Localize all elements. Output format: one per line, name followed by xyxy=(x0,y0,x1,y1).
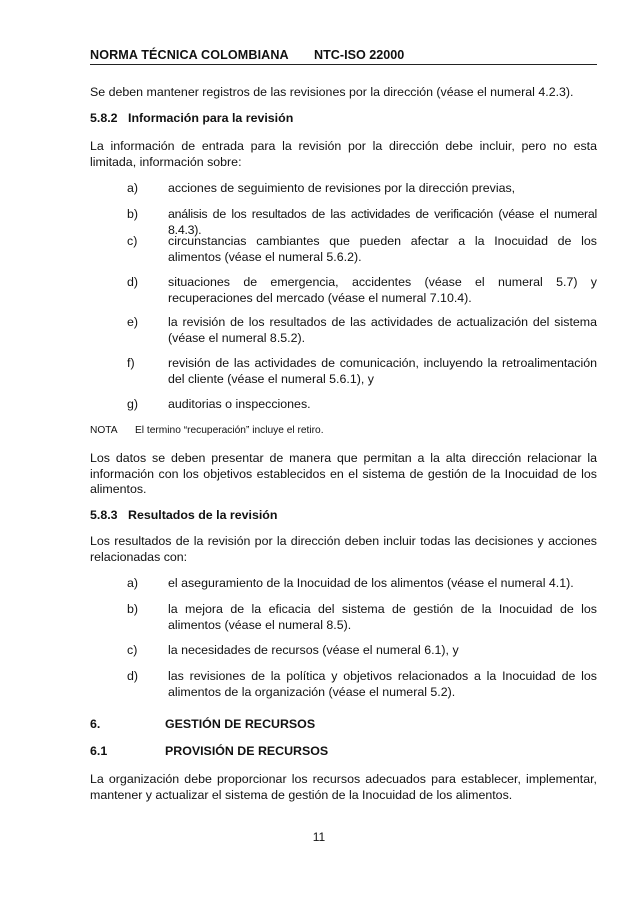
list-item xyxy=(127,669,597,700)
list-item-letter: c) xyxy=(127,234,138,248)
list-item-letter: a) xyxy=(127,576,139,590)
note xyxy=(90,425,324,436)
page-number: 11 xyxy=(312,830,326,844)
note-text: El termino “recuperación” incluye el retiro. xyxy=(135,425,324,436)
paragraph-5-8-3-body: Los resultados de la revisión por la dirección deben incluir todas las decisiones y acciones relacionadas con: xyxy=(90,534,597,564)
list-item xyxy=(127,576,597,592)
list-item-text: auditorias o inspecciones. xyxy=(168,397,311,411)
list-item-letter: b) xyxy=(127,602,139,616)
paragraph-6-1-body: La organización debe proporcionar los recursos adecuados para establecer, implementar, mantener y actualizar el sistema de gestión de la Inocuidad de los alimentos. xyxy=(90,772,597,802)
paragraph-5-8-2-closing: Los datos se deben presentar de manera que permitan a la alta dirección relacionar la información con los objetivos establecidos en el sistema de gestión de la Inocuidad de los alimentos. xyxy=(90,451,597,496)
list-item xyxy=(127,275,597,306)
heading-title: Resultados de la revisión xyxy=(128,508,278,522)
heading-number: 5.8.2 xyxy=(90,111,118,125)
heading-number: 6. xyxy=(90,717,101,731)
list-item-text: circunstancias cambiantes que pueden afectar a la Inocuidad de los alimentos (véase el numeral 5.6.2). xyxy=(168,234,597,264)
list-item xyxy=(127,602,597,633)
list-item-text: análisis de los resultados de las actividades de verificación (véase el numeral 8.4.3). xyxy=(168,207,597,237)
heading-5-8-2 xyxy=(90,111,293,125)
list-item-letter: d) xyxy=(127,669,139,683)
header-standard-code: NTC-ISO 22000 xyxy=(314,48,405,62)
list-item-letter: e) xyxy=(127,315,139,329)
list-item-letter: d) xyxy=(127,275,139,289)
list-item-text: la necesidades de recursos (véase el numeral 6.1), y xyxy=(168,643,459,657)
page-header xyxy=(90,44,597,65)
heading-title: Información para la revisión xyxy=(128,111,294,125)
list-item-text: las revisiones de la política y objetivos relacionados a la Inocuidad de los alimentos de la organización (véase el numeral 5.2). xyxy=(168,669,597,699)
list-item-letter: a) xyxy=(127,181,139,195)
list-item xyxy=(127,181,597,197)
heading-title: GESTIÓN DE RECURSOS xyxy=(165,717,316,731)
list-item xyxy=(127,397,597,413)
intro-paragraph: Se deben mantener registros de las revisiones por la dirección (véase el numeral 4.2.3). xyxy=(90,85,574,99)
heading-title: PROVISIÓN DE RECURSOS xyxy=(165,744,329,758)
note-label: NOTA xyxy=(90,425,118,436)
list-item xyxy=(127,356,597,387)
list-item-letter: b) xyxy=(127,207,139,221)
heading-5-8-3 xyxy=(90,508,277,522)
heading-6-1 xyxy=(90,744,328,758)
list-item-text: acciones de seguimiento de revisiones por la dirección previas, xyxy=(168,181,516,195)
list-item-letter: f) xyxy=(127,356,135,370)
heading-number: 6.1 xyxy=(90,744,108,758)
list-item-text: revisión de las actividades de comunicación, incluyendo la retroalimentación del cliente (véase el numeral 5.6.1), y xyxy=(168,356,597,386)
paragraph-5-8-2-body: La información de entrada para la revisión por la dirección debe incluir, pero no esta limitada, información sobre: xyxy=(90,139,597,169)
list-item-text: la mejora de la eficacia del sistema de gestión de la Inocuidad de los alimentos (véase el numeral 8.5). xyxy=(168,602,597,632)
list-item-text: situaciones de emergencia, accidentes (véase el numeral 5.7) y recuperaciones del mercado (véase el numeral 7.10.4). xyxy=(168,275,597,305)
list-item xyxy=(127,315,597,346)
list-item-text: la revisión de los resultados de las actividades de actualización del sistema (véase el numeral 8.5.2). xyxy=(168,315,597,345)
list-item xyxy=(127,234,597,265)
list-item-letter: c) xyxy=(127,643,138,657)
list-item-text: el aseguramiento de la Inocuidad de los alimentos (véase el numeral 4.1). xyxy=(168,576,574,590)
list-item xyxy=(127,643,597,659)
header-standard-name: NORMA TÉCNICA COLOMBIANA xyxy=(90,48,289,62)
heading-6 xyxy=(90,717,315,731)
heading-number: 5.8.3 xyxy=(90,508,118,522)
list-item-letter: g) xyxy=(127,397,139,411)
